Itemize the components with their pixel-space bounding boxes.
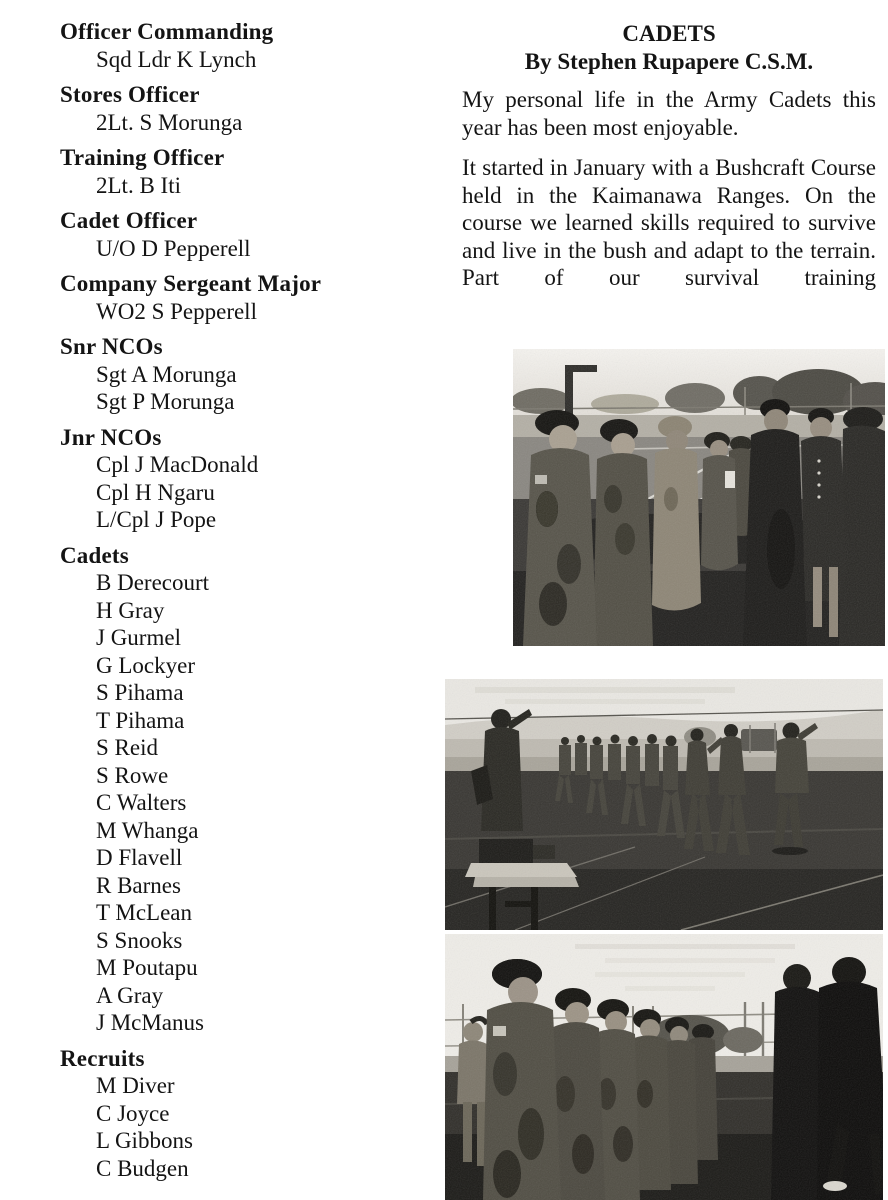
roster-group <box>60 542 420 1037</box>
article-column <box>462 20 876 305</box>
roster-group-title: Cadet Officer <box>60 208 198 233</box>
roster-group-title: Jnr NCOs <box>60 424 162 450</box>
roster-member: D Flavell <box>96 845 183 870</box>
roster-group-title: Officer Commanding <box>60 19 274 44</box>
roster-member: WO2 S Pepperell <box>96 298 257 324</box>
roster-group-title: Recruits <box>60 1045 145 1071</box>
roster-column <box>60 18 420 1190</box>
roster-group <box>60 270 420 325</box>
roster-member: L Gibbons <box>96 1128 193 1153</box>
roster-member: L/Cpl J Pope <box>96 507 217 532</box>
roster-member: T McLean <box>96 900 193 925</box>
roster-member: T Pihama <box>96 707 185 733</box>
roster-member: Sgt P Morunga <box>96 389 235 414</box>
roster-group-title: Company Sergeant Major <box>60 271 322 296</box>
roster-member: C Budgen <box>96 1155 189 1181</box>
roster-member: Cpl J MacDonald <box>96 452 259 477</box>
roster-member: M Diver <box>96 1073 175 1098</box>
roster-member: M Poutapu <box>96 955 198 980</box>
roster-group-title: Snr NCOs <box>60 334 163 359</box>
roster-member: U/O D Pepperell <box>96 235 251 261</box>
roster-member: 2Lt. S Morunga <box>96 109 243 135</box>
roster-member: 2Lt. B Iti <box>96 172 181 198</box>
photo-march-past <box>445 679 883 930</box>
roster-group <box>60 424 420 534</box>
photo-cadet-rank-image <box>445 934 883 1200</box>
roster-member: J McManus <box>96 1010 204 1035</box>
roster-group-title: Training Officer <box>60 145 225 170</box>
roster-member: R Barnes <box>96 872 181 898</box>
photo-march-past-image <box>445 679 883 930</box>
article-paragraph: It started in January with a Bushcraft Course held in the Kaimanawa Ranges. On the course we learned skills required to survive and live in the bush and adapt to the terrain. Part of our survival training <box>462 155 876 290</box>
roster-member: J Gurmel <box>96 625 181 650</box>
article-title: CADETS <box>622 21 716 46</box>
roster-member: S Snooks <box>96 927 183 953</box>
roster-group <box>60 1045 420 1183</box>
roster-member: Cpl H Ngaru <box>96 479 215 505</box>
roster-member: Sqd Ldr K Lynch <box>96 46 257 72</box>
roster-member: Sgt A Morunga <box>96 361 237 387</box>
photo-cadet-inspection-image <box>513 349 885 646</box>
roster-group <box>60 333 420 416</box>
photo-cadet-rank <box>445 934 883 1200</box>
roster-member: C Walters <box>96 790 187 815</box>
roster-member: S Pihama <box>96 680 184 705</box>
roster-member: M Whanga <box>96 817 199 843</box>
roster-member: S Rowe <box>96 762 169 788</box>
roster-member: G Lockyer <box>96 652 195 678</box>
roster-group <box>60 18 420 73</box>
roster-member: A Gray <box>96 982 164 1008</box>
roster-member: S Reid <box>96 735 158 760</box>
roster-group <box>60 81 420 136</box>
article-byline: By Stephen Rupapere C.S.M. <box>524 49 814 74</box>
roster-group <box>60 207 420 262</box>
article-body <box>462 86 876 292</box>
roster-member: H Gray <box>96 597 165 623</box>
article-paragraph: My personal life in the Army Cadets this year has been most enjoyable. <box>462 87 876 140</box>
roster-member: B Derecourt <box>96 570 210 595</box>
roster-member: C Joyce <box>96 1100 170 1126</box>
photo-cadet-inspection <box>513 349 885 646</box>
roster-group-title: Cadets <box>60 542 129 568</box>
roster-group-title: Stores Officer <box>60 82 200 107</box>
roster-group <box>60 144 420 199</box>
